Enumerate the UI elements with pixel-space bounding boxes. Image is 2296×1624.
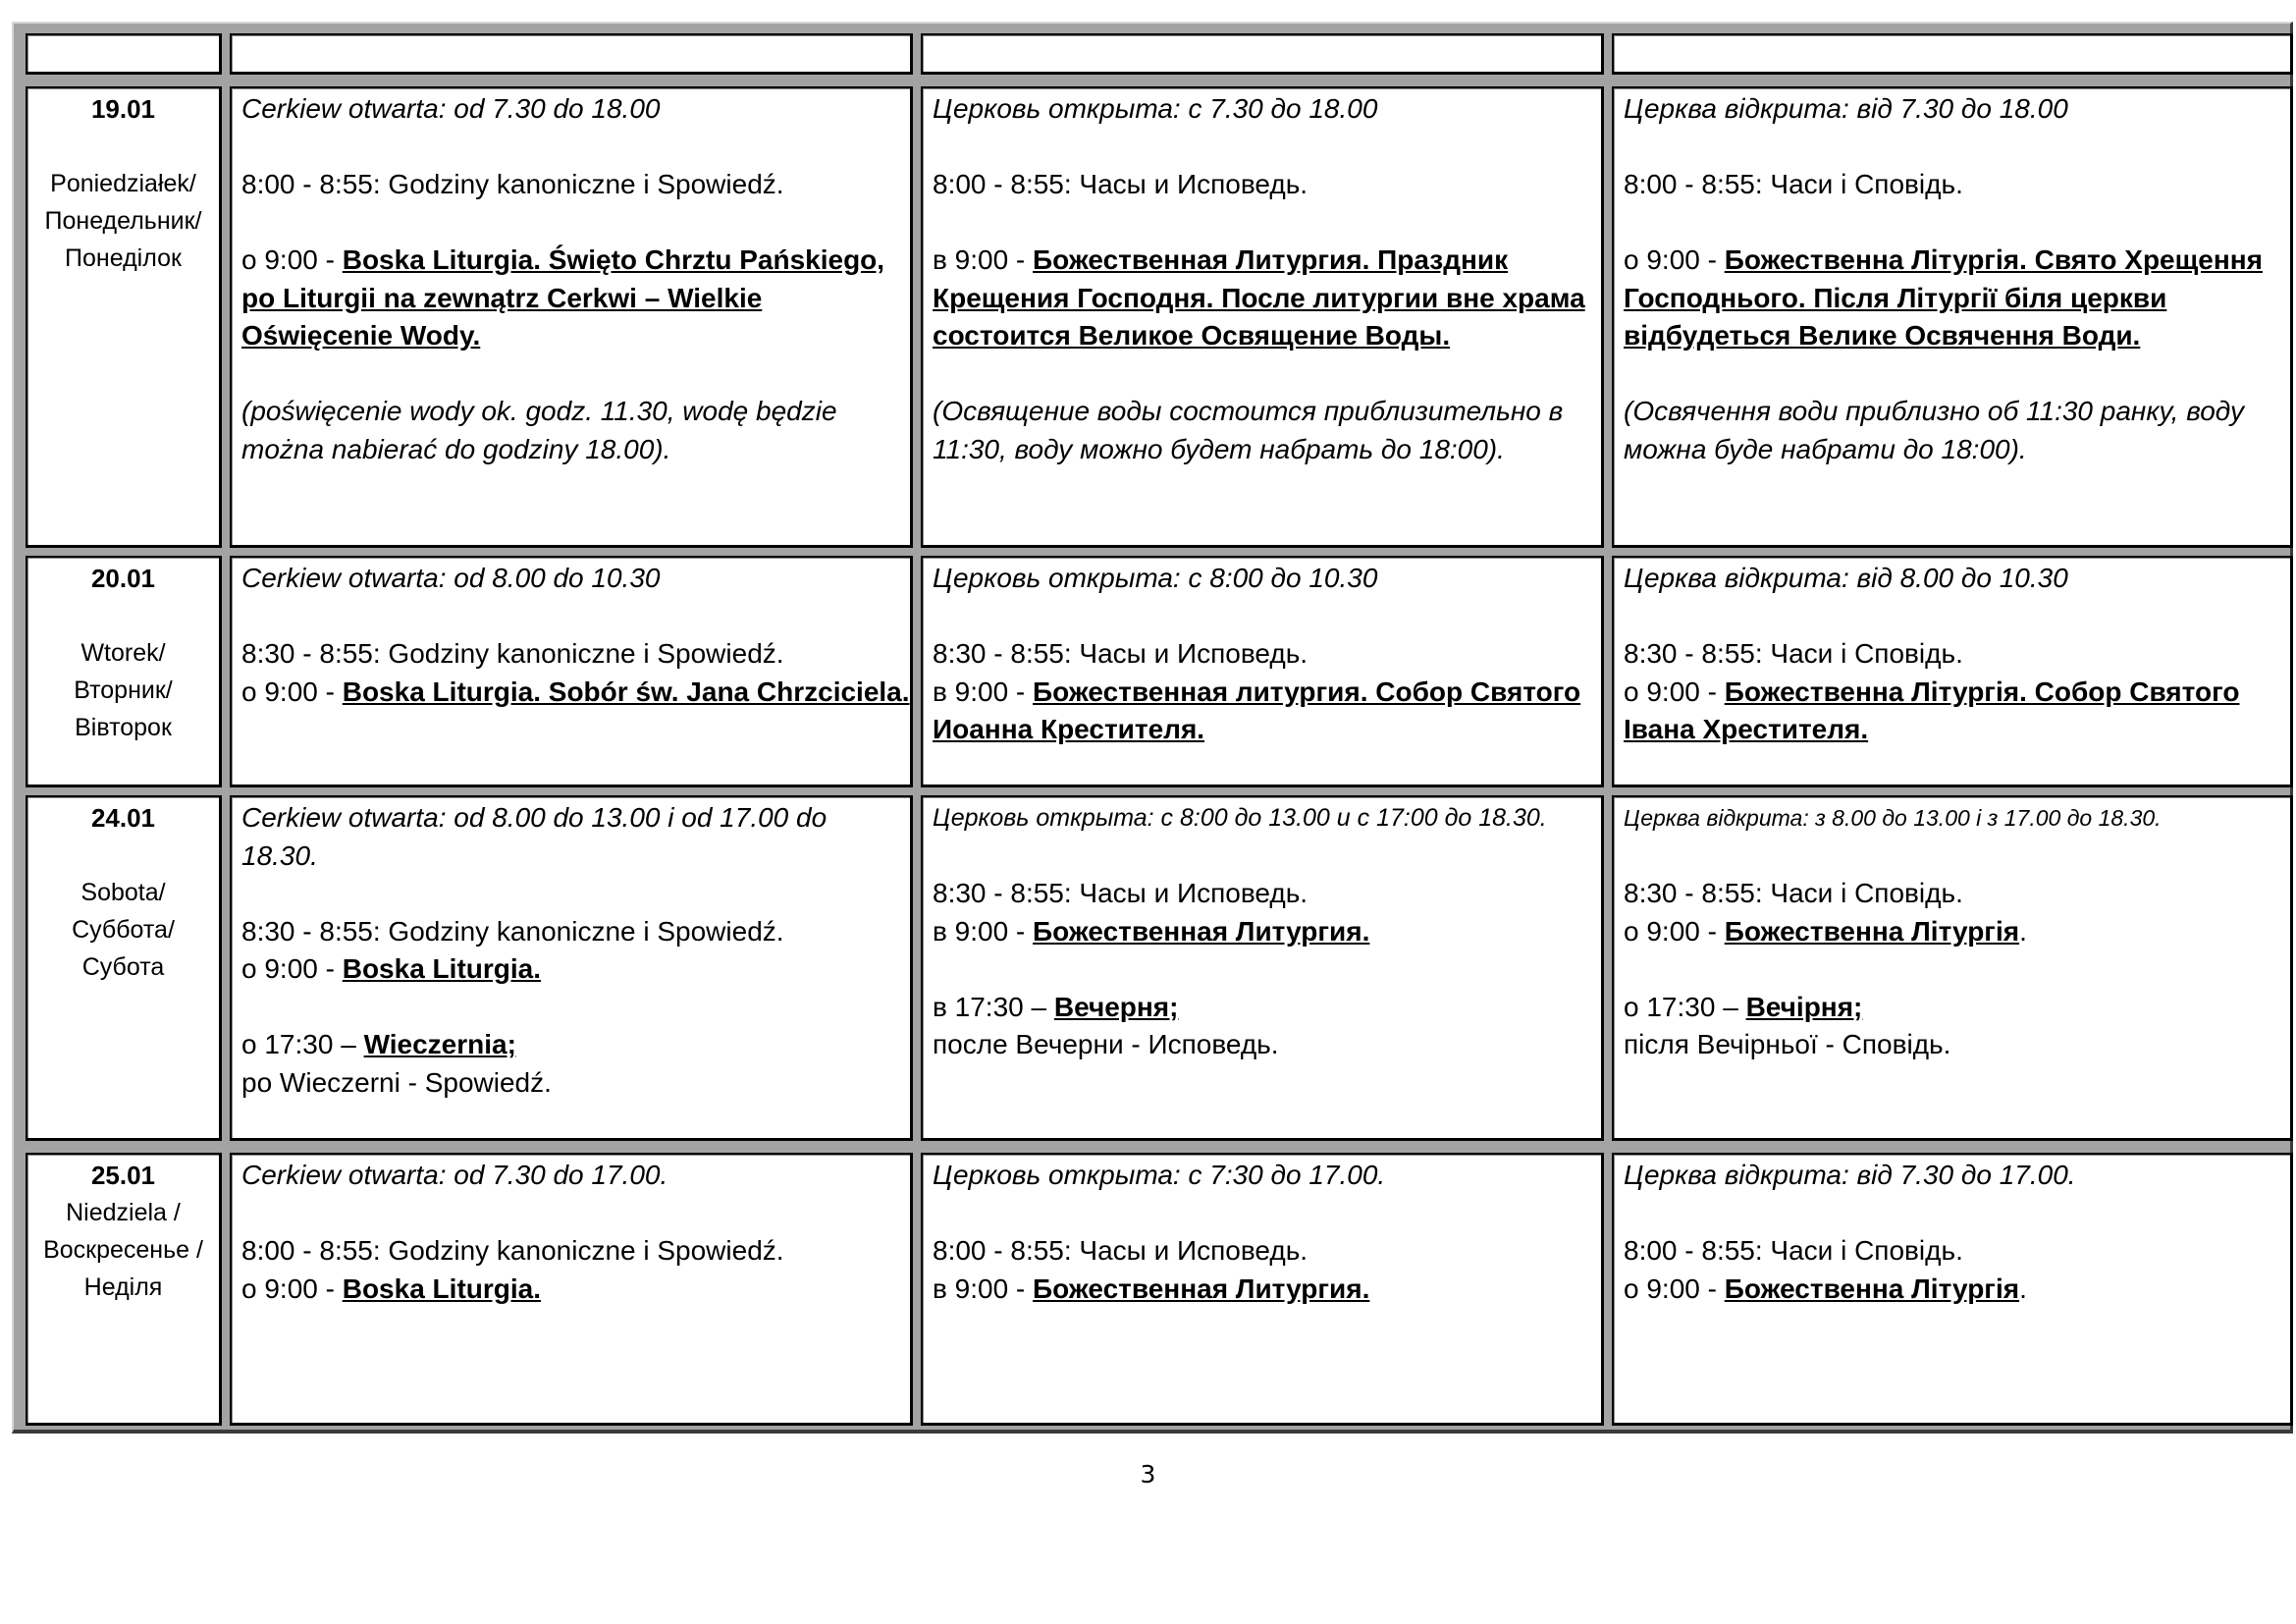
opening-hours: Церква відкрита: від 8.00 до 10.30 — [1624, 563, 2068, 593]
day-label: Вторник/ — [74, 677, 173, 704]
hours-confession: 8:00 - 8:55: Godziny kanoniczne i Spowiedź. — [241, 169, 784, 199]
day-label: Wtorek/ — [80, 639, 166, 667]
vespers-title: Wieczernia; — [363, 1029, 516, 1059]
vespers-entry: o 17:30 – Wieczernia; — [241, 1029, 516, 1059]
water-blessing-note: (Освящение воды состоится приблизительно в 11:30, воду можно будет набрать до 18:00). — [933, 396, 1564, 464]
date-cell — [26, 795, 222, 1141]
water-blessing-note: (poświęcenie wody ok. godz. 11.30, wodę będzie można nabierać do godziny 18.00). — [241, 396, 837, 464]
liturgy-title: Божественная литургия. Собор Святого Иоанна Крестителя. — [933, 676, 1581, 744]
polish-schedule-cell — [230, 795, 913, 1141]
liturgy-title: Божественна Літургія — [1724, 1272, 2020, 1304]
russian-schedule-cell — [921, 795, 1604, 1141]
day-label: Понедельник/ — [44, 207, 202, 235]
date-label: 25.01 — [90, 1161, 156, 1190]
vespers-title: Вечерня; — [1053, 991, 1179, 1022]
date-cell — [26, 1153, 222, 1426]
day-label: Вівторок — [75, 714, 172, 741]
liturgy-entry: в 9:00 - Божественная литургия. Собор Святого Иоанна Крестителя. — [933, 676, 1581, 744]
hours-confession: 8:30 - 8:55: Часи і Сповідь. — [1624, 638, 1963, 669]
header-cell-polish — [230, 33, 913, 75]
hours-confession: 8:30 - 8:55: Часы и Исповедь. — [933, 638, 1308, 669]
page-number: 3 — [1140, 1460, 1156, 1489]
liturgy-entry: o 9:00 - Boska Liturgia. Święto Chrztu Pańskiego, po Liturgii na zewnątrz Cerkwi – Wielkie Oświęcenie Wody. — [241, 244, 885, 351]
after-vespers: po Wieczerni - Spowiedź. — [241, 1066, 552, 1098]
day-label: Неділя — [83, 1273, 163, 1301]
day-label: Sobota/ — [80, 879, 166, 906]
ukrainian-schedule-cell — [1612, 795, 2293, 1141]
polish-schedule-cell — [230, 556, 913, 787]
vespers-entry: о 17:30 – Вечірня; — [1624, 991, 1863, 1022]
vespers-title: Вечірня; — [1745, 991, 1863, 1022]
opening-hours: Церковь открыта: с 7:30 до 17.00. — [933, 1160, 1386, 1190]
opening-hours: Церква відкрита: від 7.30 до 18.00 — [1624, 93, 2068, 124]
liturgy-title: Boska Liturgia. Święto Chrztu Pańskiego, po Liturgii na zewnątrz Cerkwi – Wielkie Oświęcenie Wody. — [241, 244, 885, 351]
header-cell-date — [26, 33, 222, 75]
opening-hours: Церковь открыта: с 7.30 до 18.00 — [933, 93, 1378, 124]
liturgy-title: Божественна Літургія. Собор Святого Івана Хрестителя. — [1624, 676, 2240, 744]
day-label: Poniedziałek/ — [50, 170, 196, 197]
hours-confession: 8:30 - 8:55: Часы и Исповедь. — [933, 878, 1308, 908]
date-label: 19.01 — [90, 94, 156, 124]
liturgy-entry: o 9:00 - Boska Liturgia. Sobór św. Jana Chrzciciela. — [241, 676, 910, 707]
polish-schedule-cell — [230, 1153, 913, 1426]
ukrainian-schedule-cell — [1612, 86, 2293, 548]
after-vespers: после Вечерни - Исповедь. — [933, 1029, 1279, 1059]
hours-confession: 8:30 - 8:55: Godziny kanoniczne i Spowiedź. — [241, 915, 784, 947]
liturgy-entry: о 9:00 - Божественна Літургія. Свято Хрещення Господнього. Після Літургії біля церкви відбудеться Велике Освячення Води. — [1624, 244, 2263, 351]
header-cell-russian — [921, 33, 1604, 75]
liturgy-title: Божественная Литургия. — [1033, 915, 1370, 947]
hours-confession: 8:00 - 8:55: Часы и Исповедь. — [933, 1235, 1308, 1266]
liturgy-title: Божественная Литургия. — [1033, 1272, 1370, 1304]
opening-hours: Cerkiew otwarta: od 7.30 do 18.00 — [241, 93, 661, 124]
date-label: 24.01 — [90, 803, 156, 833]
hours-confession: 8:30 - 8:55: Godziny kanoniczne i Spowiedź. — [241, 638, 784, 669]
opening-hours: Cerkiew otwarta: od 8.00 do 10.30 — [241, 563, 661, 593]
liturgy-title: Boska Liturgia. — [342, 953, 541, 984]
liturgy-entry: o 9:00 - Boska Liturgia. — [241, 953, 541, 984]
polish-schedule-cell — [230, 86, 913, 548]
opening-hours: Церковь открыта: с 8:00 до 10.30 — [933, 563, 1378, 593]
liturgy-title: Boska Liturgia. — [342, 1272, 541, 1304]
liturgy-entry: в 9:00 - Божественная Литургия. — [933, 1272, 1370, 1304]
liturgy-title: Божественна Літургія — [1724, 915, 2020, 947]
ukrainian-schedule-cell — [1612, 1153, 2293, 1426]
vespers-entry: в 17:30 – Вечерня; — [933, 991, 1179, 1022]
russian-schedule-cell — [921, 1153, 1604, 1426]
date-cell — [26, 86, 222, 548]
ukrainian-schedule-cell — [1612, 556, 2293, 787]
liturgy-entry: в 9:00 - Божественная Литургия. Праздник Крещения Господня. После литургии вне храма состоится Великое Освящение Воды. — [933, 244, 1585, 351]
hours-confession: 8:00 - 8:55: Часи і Сповідь. — [1624, 1235, 1963, 1266]
liturgy-entry: о 9:00 - Божественна Літургія. — [1624, 1272, 2027, 1304]
liturgy-title: Boska Liturgia. Sobór św. Jana Chrzciciela. — [342, 676, 910, 707]
liturgy-entry: o 9:00 - Boska Liturgia. — [241, 1272, 541, 1304]
water-blessing-note: (Освячення води приблизно об 11:30 ранку, воду можна буде набрати до 18:00). — [1624, 396, 2244, 464]
header-cell-ukrainian — [1612, 33, 2293, 75]
opening-hours: Cerkiew otwarta: od 7.30 do 17.00. — [241, 1160, 668, 1190]
hours-confession: 8:00 - 8:55: Часи і Сповідь. — [1624, 169, 1963, 199]
after-vespers: після Вечірньої - Сповідь. — [1624, 1029, 1951, 1059]
liturgy-entry: о 9:00 - Божественна Літургія. Собор Святого Івана Хрестителя. — [1624, 676, 2240, 744]
date-cell — [26, 556, 222, 787]
opening-hours: Церква відкрита: з 8.00 до 13.00 і з 17.00 до 18.30. — [1624, 805, 2162, 831]
day-label: Воскресенье / — [43, 1236, 203, 1264]
russian-schedule-cell — [921, 86, 1604, 548]
russian-schedule-cell — [921, 556, 1604, 787]
opening-hours: Церква відкрита: від 7.30 до 17.00. — [1624, 1160, 2076, 1190]
hours-confession: 8:30 - 8:55: Часи і Сповідь. — [1624, 878, 1963, 908]
day-label: Понеділок — [65, 244, 182, 272]
liturgy-title: Божественна Літургія. Свято Хрещення Господнього. Після Літургії біля церкви відбудеться Велике Освячення Води. — [1624, 244, 2263, 351]
day-label: Субота — [81, 953, 165, 981]
opening-hours: Cerkiew otwarta: od 8.00 do 13.00 i od 17.00 do 18.30. — [241, 802, 828, 871]
day-label: Суббота/ — [72, 916, 175, 944]
date-label: 20.01 — [90, 564, 156, 593]
hours-confession: 8:00 - 8:55: Часы и Исповедь. — [933, 169, 1308, 199]
liturgy-title: Божественная Литургия. Праздник Крещения Господня. После литургии вне храма состоится Великое Освящение Воды. — [933, 244, 1585, 351]
schedule-table — [12, 22, 2293, 1434]
day-label: Niedziela / — [66, 1199, 181, 1226]
liturgy-entry: в 9:00 - Божественная Литургия. — [933, 915, 1370, 947]
liturgy-entry: о 9:00 - Божественна Літургія. — [1624, 915, 2027, 947]
hours-confession: 8:00 - 8:55: Godziny kanoniczne i Spowiedź. — [241, 1235, 784, 1266]
opening-hours: Церковь открыта: с 8:00 до 13.00 и с 17:00 до 18.30. — [933, 804, 1547, 832]
